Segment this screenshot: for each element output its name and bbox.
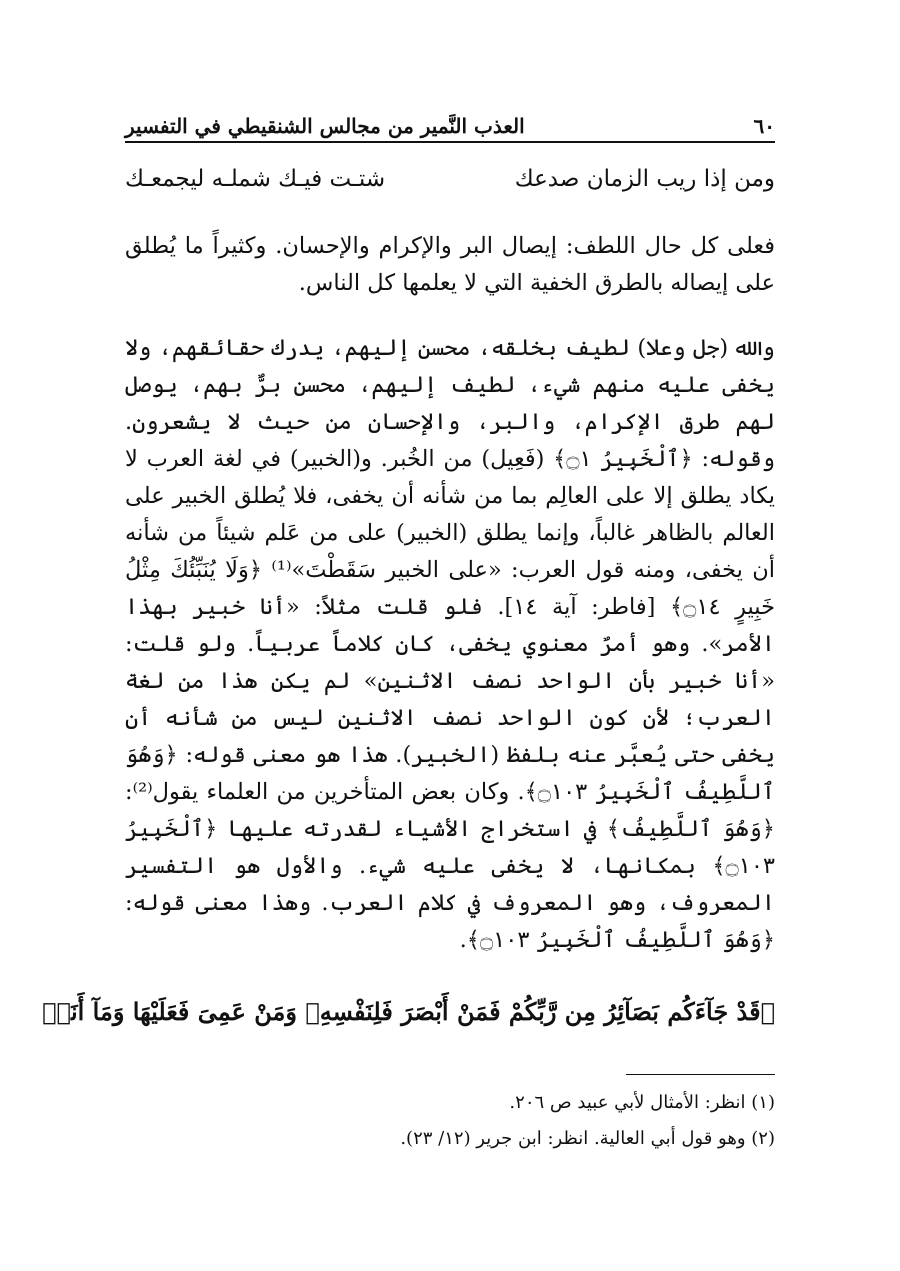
paragraph-lutf-definition: فعلى كل حال اللطف: إيصال البر والإكرام والإحسان. وكثيراً ما يُطلق على إيصاله بالطرق الخفية التي لا يعلمها كل الناس. <box>125 233 775 296</box>
book-title: العذب النَّمير من مجالس الشنقيطي في التفسير <box>125 114 525 138</box>
page-header <box>125 108 775 138</box>
poem-verse <box>125 166 775 202</box>
footnote-1: (١) انظر: الأمثال لأبي عبيد ص ٢٠٦. <box>509 1092 775 1113</box>
header-divider <box>125 141 775 143</box>
footnote-2: (٢) وهو قول أبي العالية. انظر: ابن جرير (١٢/ ٢٣). <box>400 1128 775 1149</box>
poem-hemistich-first: ومن إذا ريب الزمان صدعك <box>514 166 775 192</box>
quran-verse-line: ﴿قَدْ جَآءَكُم بَصَآئِرُ مِن رَّبِّكُمْ فَمَنْ أَبْصَرَ فَلِنَفْسِهِۦ وَمَنْ عَمِىَ فَعَلَيْهَا وَمَآ أَنَا۠ <box>42 997 775 1026</box>
poem-hemistich-second: شتـت فيـك شملـه ليجمعـك <box>125 166 386 192</box>
paragraph-latif-khabir: والله (جل وعلا) لطيف بخلقه، محسن إليهم، يدرك حقائقهم، ولا يخفى عليه منهم شيء، لطيف إليهم، محسن برٌّ بهم، يوصل لهم طرق الإكرام، والبر، والإحسان من حيث لا يشعرون. وقوله: ﴿ٱلْخَبِيرُ ۝١﴾ (فَعِيل) من الخُبر. و(الخبير) في لغة العرب لا يكاد يطلق إلا على العالِم بما من شأنه أن يخفى، فلا يُطلق الخبير على العالم بالظاهر غالباً، وإنما يطلق (الخبير) على من عَلم شيئاً من شأنه أن يخفى، ومنه قول العرب: «على الخبير سَقَطْتَ»⁽¹⁾ ﴿وَلَا يُنَبِّئُكَ مِثْلُ خَبِيرٍ ۝١٤﴾ [فاطر: آية ١٤]. فلو قلت مثلاً: «أنا خبير بهذا الأمر». وهو أمرٌ معنوي يخفى، كان كلاماً عربياً. ولو قلت: «أنا خبير بأن الواحد نصف الاثنين» لم يكن هذا من لغة العرب؛ لأن كون الواحد نصف الاثنين ليس من شأنه أن يخفى حتى يُعبَّر عنه بلفظ (الخبير). هذا هو معنى قوله: ﴿وَهُوَ ٱللَّطِيفُ ٱلْخَبِيرُ ۝١٠٣﴾. وكان بعض المتأخرين من العلماء يقول⁽²⁾: ﴿وَهُوَ ٱللَّطِيفُ﴾ في استخراج الأشياء لقدرته عليها ﴿ٱلْخَبِيرُ ۝١٠٣﴾ بمكانها، لا يخفى عليه شيء. والأول هو التفسير المعروف، وهو المعروف في كلام العرب. وهذا معنى قوله: ﴿وَهُوَ ٱللَّطِيفُ ٱلْخَبِيرُ ۝١٠٣﴾. <box>125 335 775 953</box>
footnote-divider <box>626 1074 775 1075</box>
page-number: ٦٠ <box>753 114 775 138</box>
